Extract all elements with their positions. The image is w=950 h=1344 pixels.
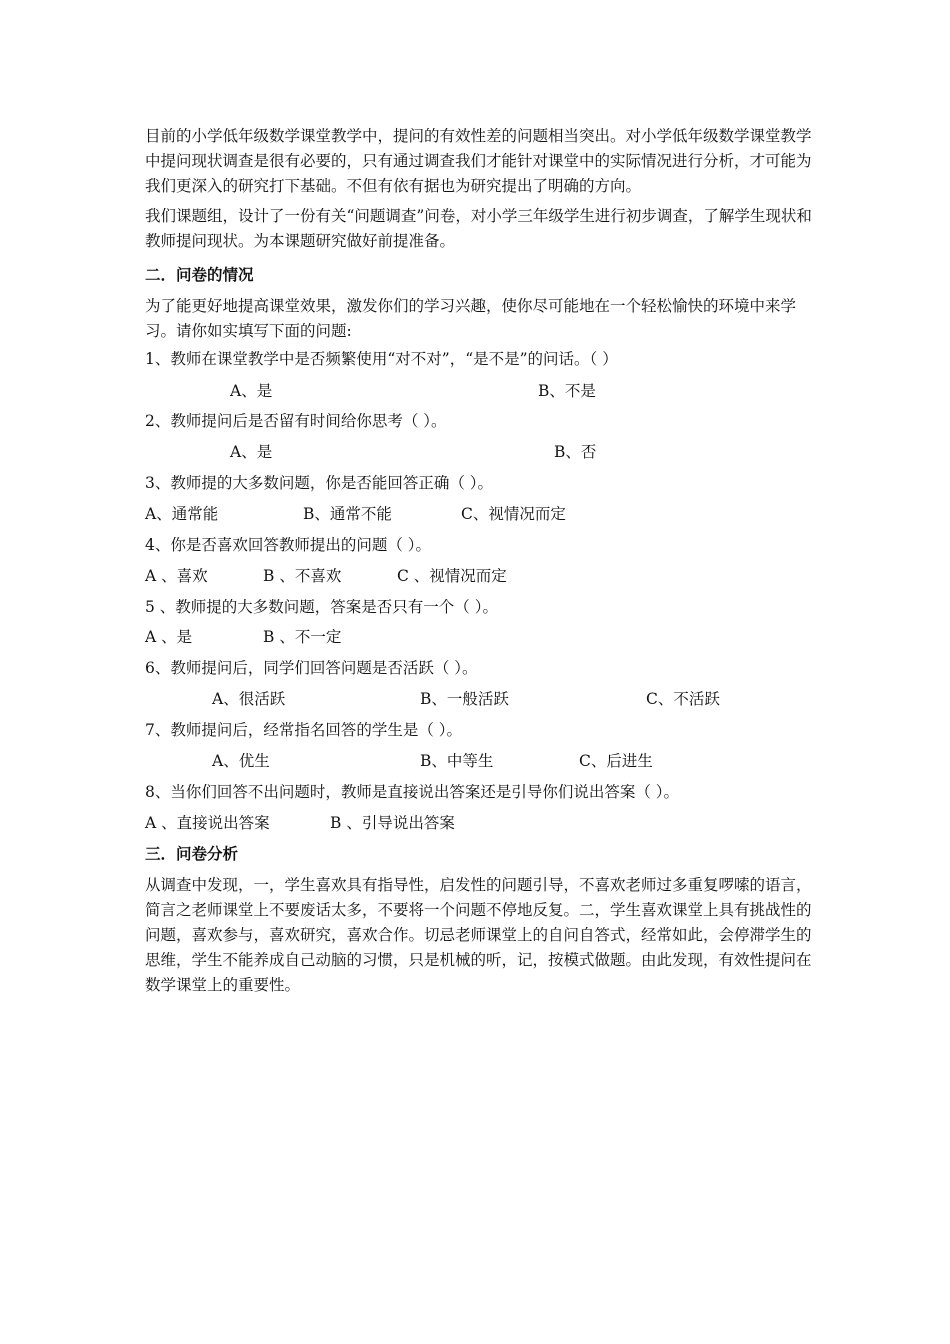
question-5-option-a: A 、是 <box>145 628 193 646</box>
question-3-option-b: B、通常不能 <box>303 505 392 523</box>
question-1-option-a: A、是 <box>230 382 273 400</box>
question-6-option-b: B、一般活跃 <box>420 690 509 708</box>
question-4-option-b: B 、不喜欢 <box>263 567 342 585</box>
question-2-option-b: B、否 <box>554 443 597 461</box>
question-7: 7、教师提问后，经常指名回答的学生是（ ）。 <box>145 721 463 739</box>
question-7-option-c: C、后进生 <box>579 752 653 770</box>
question-8-option-a: A 、直接说出答案 <box>145 814 270 832</box>
intro-paragraph-2: 我们课题组，设计了一份有关“问题调查”问卷，对小学三年级学生进行初步调查，了解学生现状和教师提问现状。为本课题研究做好前提准备。 <box>145 207 812 250</box>
question-8-option-b: B 、引导说出答案 <box>330 814 455 832</box>
question-8: 8、当你们回答不出问题时，教师是直接说出答案还是引导你们说出答案（ ）。 <box>145 783 680 801</box>
question-7-option-a: A、优生 <box>212 752 270 770</box>
question-6-option-a: A、很活跃 <box>212 690 286 708</box>
section-3-body: 从调查中发现，一，学生喜欢具有指导性，启发性的问题引导，不喜欢老师过多重复啰嗦的语言，简言之老师课堂上不要废话太多，不要将一个问题不停地反复。二，学生喜欢课堂上具有挑战性的问题，喜欢参与，喜欢研究，喜欢合作。切忌老师课堂上的自问自答式，经常如此，会停滞学生的思维，学生不能养成自己动脑的习惯，只是机械的听，记，按模式做题。由此发现，有效性提问在数学课堂上的重要性。 <box>145 876 812 994</box>
question-3-option-a: A、通常能 <box>145 505 219 523</box>
question-1: 1、教师在课堂教学中是否频繁使用“对不对”，“是不是”的问话。（ ） <box>145 350 618 368</box>
intro-paragraph-1: 目前的小学低年级数学课堂教学中，提问的有效性差的问题相当突出。对小学低年级数学课堂教学中提问现状调查是很有必要的，只有通过调查我们才能针对课堂中的实际情况进行分析，才可能为我们更深入的研究打下基础。不但有依有据也为研究提出了明确的方向。 <box>145 127 812 195</box>
question-5-option-b: B 、不一定 <box>263 628 342 646</box>
question-5: 5 、教师提的大多数问题，答案是否只有一个（ ）。 <box>145 598 498 616</box>
question-6: 6、教师提问后，同学们回答问题是否活跃（ ）。 <box>145 659 478 677</box>
section-2-intro: 为了能更好地提高课堂效果，激发你们的学习兴趣，使你尽可能地在一个轻松愉快的环境中来学习。请你如实填写下面的问题: <box>145 297 797 340</box>
question-3: 3、教师提的大多数问题，你是否能回答正确（ ）。 <box>145 474 494 492</box>
question-2: 2、教师提问后是否留有时间给你思考（ ）。 <box>145 412 447 430</box>
question-7-option-b: B、中等生 <box>420 752 494 770</box>
question-4: 4、你是否喜欢回答教师提出的问题（ ）。 <box>145 536 432 554</box>
question-6-option-c: C、不活跃 <box>646 690 720 708</box>
question-4-option-a: A 、喜欢 <box>145 567 208 585</box>
question-4-option-c: C 、视情况而定 <box>397 567 507 585</box>
section-3-heading: 三．问卷分析 <box>145 845 239 863</box>
question-1-option-b: B、不是 <box>538 382 596 400</box>
question-2-option-a: A、是 <box>230 443 273 461</box>
section-2-heading: 二．问卷的情况 <box>145 266 254 284</box>
question-3-option-c: C、视情况而定 <box>461 505 566 523</box>
